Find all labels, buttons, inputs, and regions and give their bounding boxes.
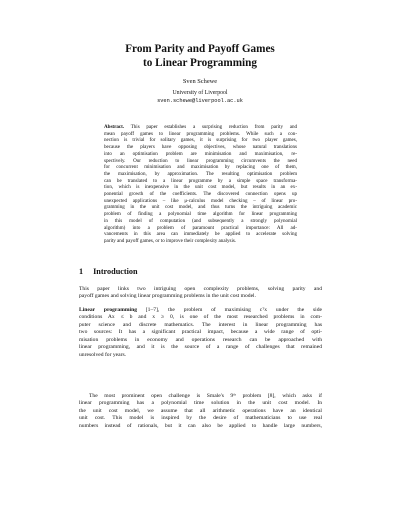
section-number: 1 (79, 267, 84, 276)
intro-paragraph-2 (79, 307, 322, 359)
paragraph-line: misation problems in economy and operations research can be approached with (79, 336, 322, 343)
paragraph-line: puter science and discrete mathematics. The interest in linear programming has (79, 321, 322, 328)
abstract-line: problem of finding a polynomial time algorithm for linear programming (104, 211, 297, 218)
abstract-line: for concurrent minimisation and maximisation by replacing one of them, (104, 164, 297, 171)
section-heading (79, 267, 138, 277)
title-line-2: to Linear Programming (143, 57, 257, 69)
abstract-line: can be translated to a linear programme by a simple space transforma- (104, 177, 297, 184)
abstract-line: tion, which is inexpensive in the unit cost model, but results in an ex- (104, 184, 297, 191)
section-title: Introduction (93, 267, 138, 276)
abstract (104, 124, 297, 245)
abstract-line: parity and payoff games, or to improve their complexity analysis. (104, 237, 237, 244)
intro-paragraph-3 (79, 393, 322, 430)
abstract-line: the maximisation, by approximation. The resulting optimisation problem (104, 170, 297, 177)
paper-title (0, 42, 400, 70)
abstract-line: nection is trivial for solitary games, it is surprising for two player games, (104, 137, 297, 144)
abstract-line: mean payoff games to linear programming problems. While such a con- (104, 130, 297, 137)
paragraph-line: conditions Ax ≤ b and x ≥ 0, is one of the most researched problems in com- (79, 314, 322, 321)
abstract-line: algorithm) into a problem of paramount practical importance: All ad- (104, 224, 297, 231)
paragraph-line: linear programming has a polynomial time solution in the unit cost model. In (79, 400, 322, 407)
paragraph-line: the unit cost model, we assume that all arithmetic operations have an identical (79, 407, 322, 414)
paragraph-line: unit cost. This model is inspired by the desire of mathematicians to use real (79, 415, 322, 422)
abstract-heading: Abstract. (104, 124, 125, 130)
paragraph-line: unresolved for years. (79, 351, 127, 358)
abstract-line: spectively. Our reduction to linear programming circumvents the need (104, 157, 297, 164)
author-email: sven.schewe@liverpool.ac.uk (157, 97, 243, 104)
paragraph-line: numbers instead of rationals, but it can also be applied to handle large numbers, (79, 422, 322, 429)
title-line-1: From Parity and Payoff Games (125, 43, 275, 55)
abstract-line: ponential growth of the coefficients. The discovered connection opens up (104, 191, 297, 198)
paragraph-line: payoff games and solving linear programming problems in the unit cost model. (79, 293, 256, 300)
author-name: Sven Schewe (182, 78, 218, 85)
paragraph-line: The most prominent open challenge is Smale's 9ᵗʰ problem [8], which asks if (89, 393, 322, 399)
paragraph-line: This paper links two intriguing open complexity problems, solving parity and (79, 286, 322, 292)
intro-paragraph-1 (79, 286, 322, 301)
abstract-line: gramming in the unit cost model, and thus turns the intriguing academic (104, 204, 297, 211)
author-affiliation (0, 90, 400, 105)
abstract-line: in this model of computation (and subsequently a strongly polynomial (104, 217, 297, 224)
abstract-line: because the players have opposing objectives, whose natural translations (104, 144, 297, 151)
affiliation-name: University of Liverpool (172, 90, 228, 96)
paragraph-line: two sources: It has a significant practical impact, because a wide range of opti- (79, 329, 322, 336)
paragraph-line: Linear programming [1–7], the problem of maximising cᵀx under the side (79, 307, 322, 313)
abstract-line: Abstract. This paper establishes a surprising reduction from parity and (104, 124, 298, 130)
abstract-line: unexpected applications – like μ-calculus model checking – of linear pro- (104, 197, 297, 204)
run-in-heading: Linear programming (79, 307, 137, 313)
abstract-line: into an optimisation problem are minimisation and maximisation, re- (104, 150, 297, 157)
paragraph-line: linear programming, and it is the source of a range of challenges that remained (79, 344, 322, 351)
abstract-line: vancements in this area can immediately be applied to accelerate solving (104, 231, 297, 238)
